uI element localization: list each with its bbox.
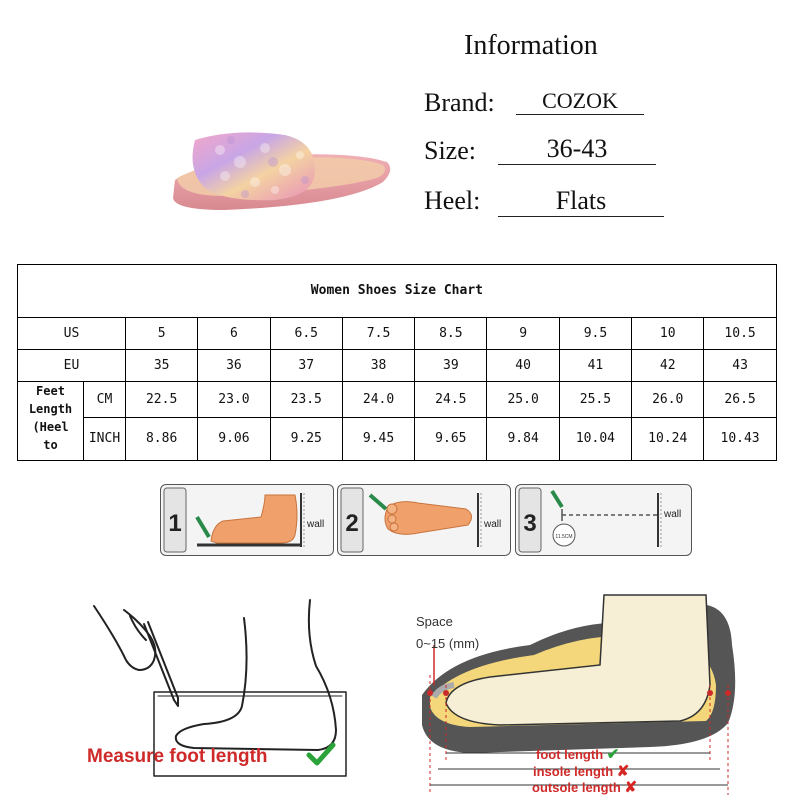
measure-step-3 — [515, 484, 692, 556]
eu-size-row — [18, 349, 777, 381]
cm-length-cell: 24.5 — [415, 382, 487, 417]
us-size-cell: 8.5 — [415, 317, 487, 349]
us-size-row — [18, 317, 777, 349]
check-icon — [306, 742, 336, 768]
us-size-cell: 9.5 — [559, 317, 631, 349]
us-label: US — [18, 317, 126, 349]
brand-label: Brand: — [424, 88, 495, 117]
us-size-cell: 6.5 — [270, 317, 342, 349]
product-slipper-image — [165, 110, 395, 230]
eu-size-cell: 38 — [342, 349, 414, 381]
step-1-foot-side-icon — [161, 485, 333, 555]
eu-size-cell: 37 — [270, 349, 342, 381]
heel-label: Heel: — [424, 186, 481, 215]
eu-label: EU — [18, 349, 126, 381]
feet-length-label-line: to — [43, 438, 58, 453]
step-2-number: 2 — [345, 510, 359, 537]
eu-size-cell: 43 — [704, 349, 776, 381]
inch-length-row — [18, 417, 777, 460]
us-size-cell: 7.5 — [342, 317, 414, 349]
cm-length-cell: 22.5 — [126, 382, 198, 417]
cross-icon: ✘ — [624, 779, 638, 796]
space-range — [416, 636, 479, 651]
inch-length-cell: 10.43 — [704, 417, 776, 460]
cm-length-cell: 26.0 — [632, 382, 704, 417]
cross-icon: ✘ — [616, 763, 630, 780]
cm-length-cell: 25.5 — [559, 382, 631, 417]
eu-size-cell: 36 — [198, 349, 270, 381]
step-1-number: 1 — [168, 510, 182, 537]
measure-step-2 — [337, 484, 511, 556]
foot-length-text: foot length — [536, 747, 604, 762]
cm-length-cell: 26.5 — [704, 382, 776, 417]
cm-length-cell: 24.0 — [342, 382, 414, 417]
outsole-length-label — [532, 778, 637, 796]
eu-size-cell: 40 — [487, 349, 559, 381]
inch-length-cell: 8.86 — [126, 417, 198, 460]
us-size-cell: 10 — [632, 317, 704, 349]
inch-label: INCH — [84, 417, 126, 460]
step-2-foot-top-icon — [338, 485, 510, 555]
hand-measuring-foot-illustration — [84, 596, 384, 800]
size-chart-title: Women Shoes Size Chart — [18, 265, 777, 318]
feet-length-label-line: Length — [28, 402, 73, 417]
size-value: 36-43 — [498, 134, 656, 165]
feet-length-label-line: (Heel — [32, 420, 69, 435]
space-range-value: 0~15 — [416, 636, 446, 651]
size-label: Size: — [424, 136, 476, 165]
space-range-unit: (mm) — [448, 636, 480, 651]
step-2-wall-label: wall — [484, 519, 502, 530]
outsole-length-text: outsole length — [532, 780, 621, 795]
eu-size-cell: 35 — [126, 349, 198, 381]
step-1-wall-label: wall — [307, 519, 325, 530]
cm-length-row — [18, 382, 777, 417]
eu-size-cell: 39 — [415, 349, 487, 381]
inch-length-cell: 9.65 — [415, 417, 487, 460]
feet-length-label-line: Feet — [36, 384, 65, 399]
eu-size-cell: 41 — [559, 349, 631, 381]
step-3-ruler-icon — [516, 485, 691, 555]
cm-length-cell: 23.0 — [198, 382, 270, 417]
us-size-cell: 6 — [198, 317, 270, 349]
step-3-wall-label: wall — [664, 509, 682, 520]
eu-size-cell: 42 — [632, 349, 704, 381]
cm-length-cell: 23.5 — [270, 382, 342, 417]
measure-step-1 — [160, 484, 334, 556]
feet-length-label — [18, 382, 84, 461]
inch-length-cell: 10.04 — [559, 417, 631, 460]
inch-length-cell: 10.24 — [632, 417, 704, 460]
cm-length-cell: 25.0 — [487, 382, 559, 417]
inch-length-cell: 9.84 — [487, 417, 559, 460]
heel-value: Flats — [498, 186, 664, 217]
us-size-cell: 5 — [126, 317, 198, 349]
step-3-number: 3 — [523, 510, 537, 537]
cm-label: CM — [84, 382, 126, 417]
inch-length-cell: 9.06 — [198, 417, 270, 460]
space-label: Space — [416, 614, 453, 629]
information-title: Information — [464, 30, 598, 61]
step-3-measure-label: 11.5CM — [555, 534, 573, 540]
brand-value: COZOK — [516, 88, 644, 115]
insole-length-text: insole length — [533, 764, 614, 779]
inch-length-cell: 9.25 — [270, 417, 342, 460]
foot-length-label — [536, 745, 619, 763]
inch-length-cell: 9.45 — [342, 417, 414, 460]
size-chart-table — [17, 264, 777, 461]
measure-foot-length-caption: Measure foot length — [87, 746, 268, 767]
us-size-cell: 10.5 — [704, 317, 776, 349]
check-icon: ✔ — [606, 746, 620, 763]
us-size-cell: 9 — [487, 317, 559, 349]
